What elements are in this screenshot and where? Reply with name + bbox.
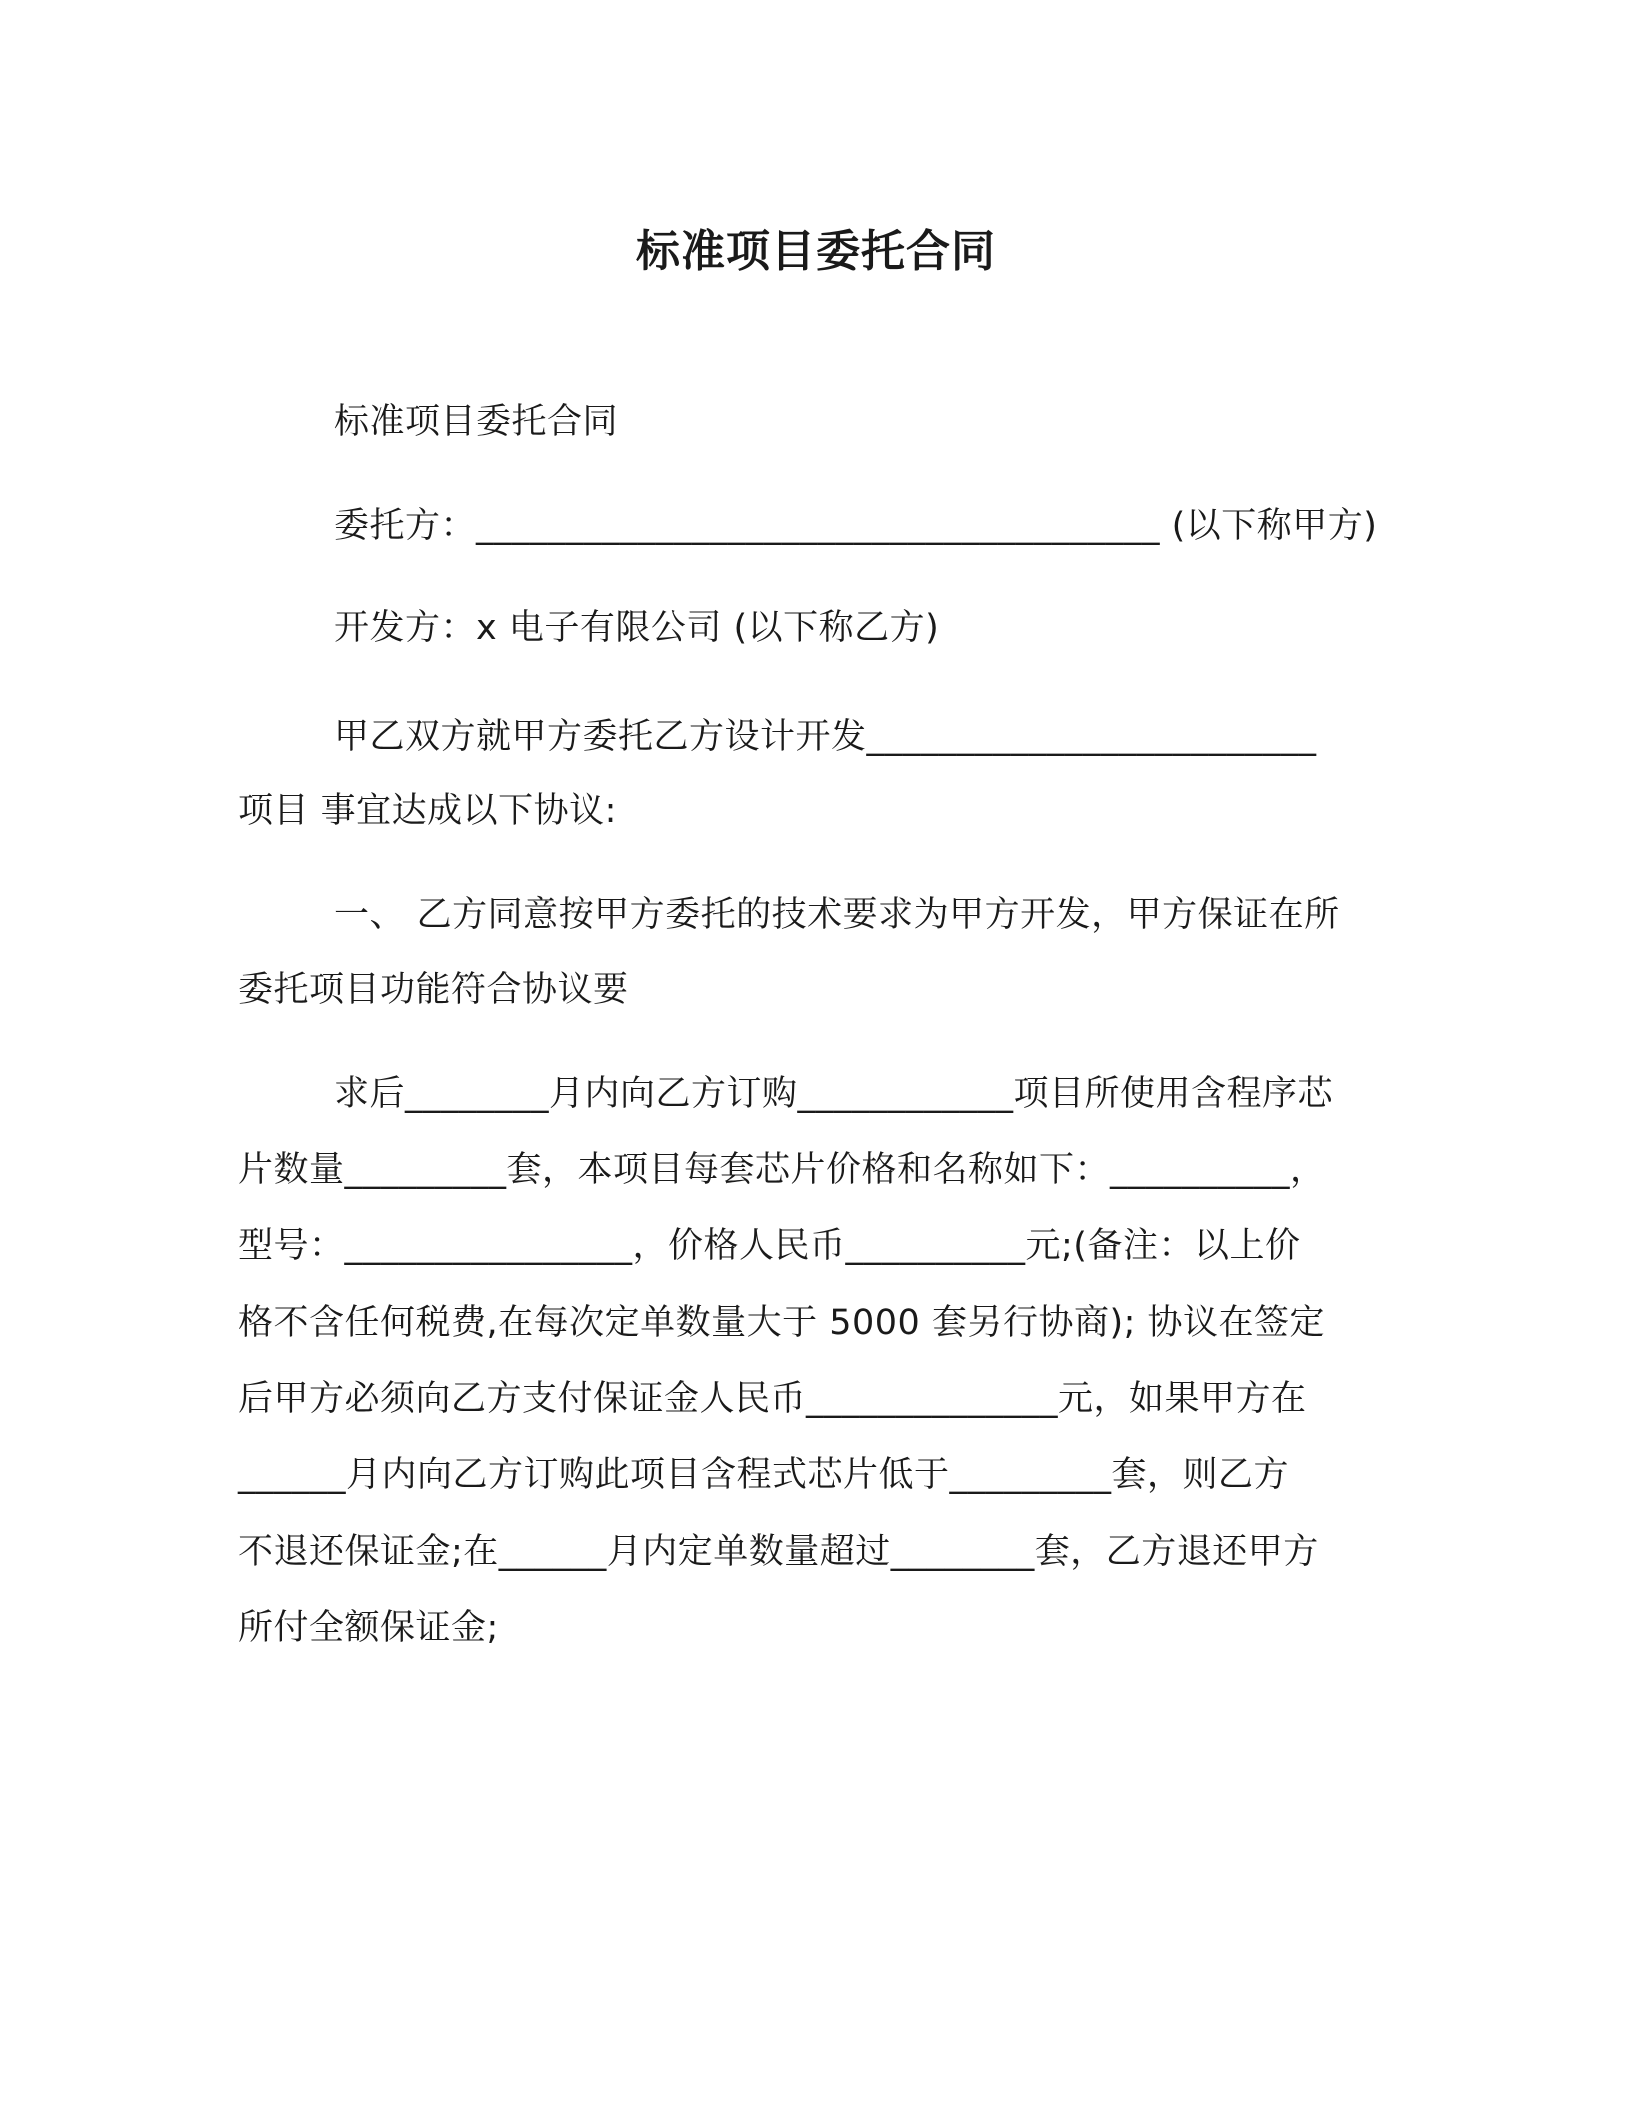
paragraph-line-1: 求后________月内向乙方订购____________项目所使用含程序芯 — [334, 1074, 1334, 1114]
client-line: 委托方：______________________________________ (以下称甲方) — [334, 506, 1378, 546]
paragraph-line-7: 不退还保证金;在______月内定单数量超过________套，乙方退还甲方 — [238, 1532, 1319, 1572]
paragraph-line-6: ______月内向乙方订购此项目含程式芯片低于_________套，则乙方 — [238, 1455, 1290, 1495]
subtitle-line: 标准项目委托合同 — [334, 402, 619, 442]
document-title: 标准项目委托合同 — [636, 226, 996, 277]
paragraph-line-8: 所付全额保证金; — [238, 1608, 499, 1648]
paragraph-line-3: 型号：________________，价格人民币__________元;(备注：以上价 — [238, 1226, 1301, 1266]
agreement-intro-line-2: 项目 事宜达成以下协议: — [238, 791, 617, 831]
paragraph-line-5: 后甲方必须向乙方支付保证金人民币______________元，如果甲方在 — [238, 1379, 1307, 1419]
agreement-intro-line-1: 甲乙双方就甲方委托乙方设计开发_________________________ — [334, 717, 1317, 757]
clause-one-line-1: 一、 乙方同意按甲方委托的技术要求为甲方开发，甲方保证在所 — [334, 895, 1340, 935]
developer-line: 开发方：x 电子有限公司 (以下称乙方) — [334, 608, 940, 648]
paragraph-line-2: 片数量_________套，本项目每套芯片价格和名称如下：__________， — [238, 1150, 1326, 1190]
paragraph-line-4: 格不含任何税费,在每次定单数量大于 5000 套另行协商); 协议在签定 — [238, 1303, 1326, 1343]
clause-one-line-2: 委托项目功能符合协议要 — [238, 970, 629, 1010]
